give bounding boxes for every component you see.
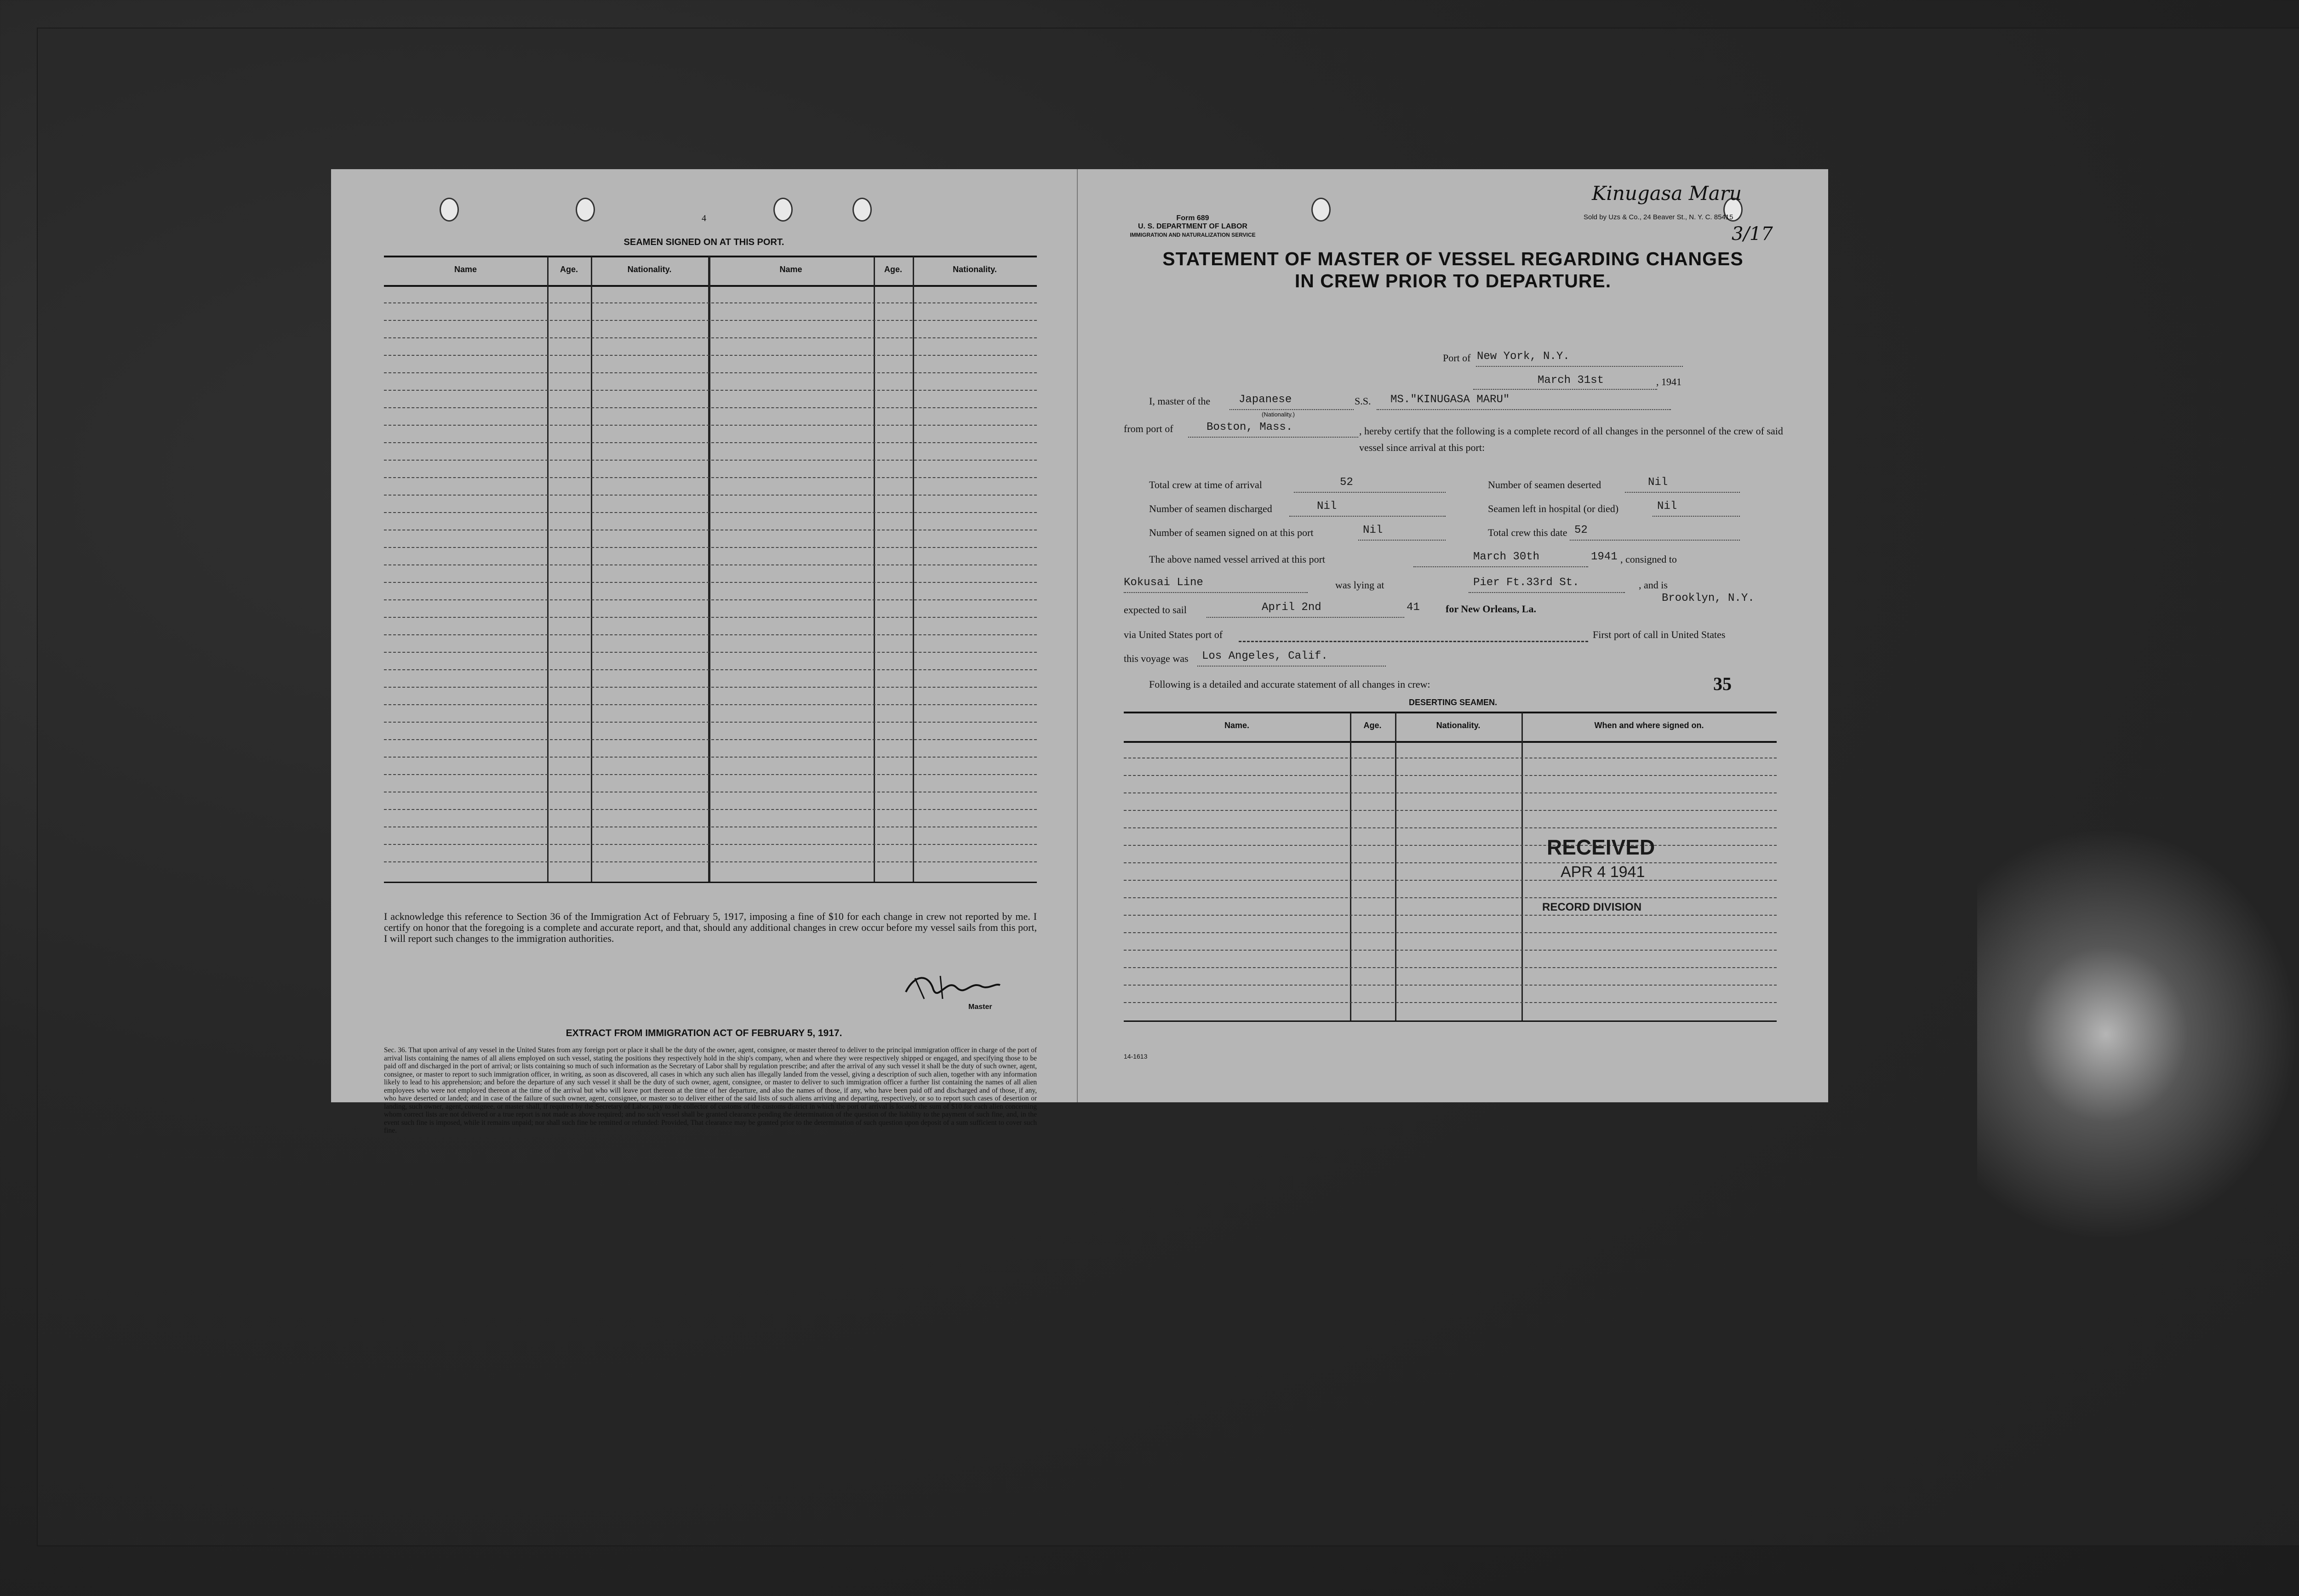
table-row	[1124, 810, 1777, 811]
col-nationality: Nationality.	[627, 265, 672, 274]
punch-hole	[1311, 198, 1331, 222]
table-row	[384, 442, 1037, 443]
table-row	[1124, 1002, 1777, 1003]
table-row	[384, 687, 1037, 688]
first-port-value: Los Angeles, Calif.	[1202, 650, 1328, 662]
table-row	[1124, 897, 1777, 898]
table-row	[1124, 985, 1777, 986]
col-name: Name	[454, 265, 477, 274]
form-title-line1: STATEMENT OF MASTER OF VESSEL REGARDING CHANGES	[1162, 248, 1744, 269]
table-row	[384, 407, 1037, 408]
table-row	[384, 425, 1037, 426]
table-row	[384, 704, 1037, 705]
table-row	[384, 582, 1037, 583]
table-row	[384, 477, 1037, 478]
table-row	[1124, 845, 1777, 846]
handwritten-mark: 3/17	[1732, 223, 1773, 245]
consignee: Kokusai Line	[1124, 576, 1203, 589]
table-row	[1124, 880, 1777, 881]
destination: for New Orleans, La.	[1446, 603, 1536, 615]
table-row	[384, 722, 1037, 723]
seller-imprint: Sold by Uzs & Co., 24 Beaver St., N. Y. C. 85415	[1584, 213, 1733, 221]
form-number: Form 689	[1176, 214, 1209, 222]
table-row	[384, 652, 1037, 653]
table-row	[384, 320, 1037, 321]
extract-title: EXTRACT FROM IMMIGRATION ACT OF FEBRUARY 5, 1917.	[566, 1028, 842, 1038]
master-label: I, master of the	[1149, 395, 1211, 407]
page-number: 4	[702, 213, 706, 223]
table-row	[384, 774, 1037, 775]
table-row	[384, 634, 1037, 635]
table-row	[384, 844, 1037, 845]
and-is-label: , and is	[1639, 579, 1668, 591]
right-page	[1077, 169, 1828, 1102]
discharged-label: Number of seamen discharged	[1149, 503, 1272, 514]
table-row	[1124, 932, 1777, 933]
table-row	[384, 564, 1037, 565]
table-row	[384, 617, 1037, 618]
nationality-value: Japanese	[1239, 393, 1292, 406]
year-suffix: , 1941	[1656, 376, 1681, 388]
section-title: SEAMEN SIGNED ON AT THIS PORT.	[623, 237, 784, 247]
form-header	[1096, 214, 1289, 239]
deserting-title: DESERTING SEAMEN.	[1408, 698, 1498, 707]
table-row	[384, 669, 1037, 670]
pier: Pier Ft.33rd St.	[1473, 576, 1579, 589]
signature-caption: Master	[968, 1003, 992, 1011]
discharged-value: Nil	[1317, 500, 1337, 513]
footer-code: 14-1613	[1124, 1053, 1148, 1060]
consigned-label: , consigned to	[1620, 553, 1677, 565]
table-row	[384, 460, 1037, 461]
expected-label: expected to sail	[1124, 604, 1187, 616]
sail-date: April 2nd	[1262, 601, 1321, 614]
total-date-label: Total crew this date	[1488, 527, 1567, 538]
table-row	[1124, 950, 1777, 951]
nationality-caption: (Nationality.)	[1262, 411, 1295, 418]
acknowledgement-text: I acknowledge this reference to Section 36 of the Immigration Act of February 5, 1917, imposing a fine of $10 for each change in crew not reported by me. I certify on honor that the foregoing is a complete and accurate report, and that, should any additional changes in crew occur before my vessel sails from this port, I will report such changes to the immigration authorities.	[384, 911, 1037, 944]
col-signed-on: When and where signed on.	[1594, 721, 1704, 730]
sail-year: 41	[1407, 601, 1420, 614]
handwritten-vessel-name: Kinugasa Maru	[1592, 182, 1742, 205]
following-label: Following is a detailed and accurate statement of all changes in crew:	[1149, 678, 1430, 690]
form-title-line2: IN CREW PRIOR TO DEPARTURE.	[1294, 270, 1612, 291]
col-nationality: Nationality.	[953, 265, 997, 274]
col-nationality: Nationality.	[1436, 721, 1481, 730]
service: IMMIGRATION AND NATURALIZATION SERVICE	[1130, 232, 1256, 238]
total-arrival-value: 52	[1340, 476, 1353, 489]
table-row	[384, 372, 1037, 373]
signed-on-value: Nil	[1363, 524, 1383, 536]
table-row	[384, 512, 1037, 513]
this-voyage-label: this voyage was	[1124, 653, 1189, 664]
table-row	[384, 547, 1037, 548]
deserted-label: Number of seamen deserted	[1488, 479, 1601, 490]
table-row	[1124, 862, 1777, 863]
from-port-value: Boston, Mass.	[1207, 421, 1293, 433]
table-row	[384, 599, 1037, 600]
col-name: Name.	[1224, 721, 1250, 730]
col-name: Name	[779, 265, 802, 274]
date-value: March 31st	[1538, 374, 1604, 387]
table-row	[384, 302, 1037, 303]
table-row	[384, 495, 1037, 496]
table-row	[384, 826, 1037, 827]
port-label: Port of	[1443, 352, 1471, 364]
col-age: Age.	[560, 265, 578, 274]
via-label: via United States port of	[1124, 629, 1223, 640]
hospital-value: Nil	[1657, 500, 1677, 513]
deserted-value: Nil	[1648, 476, 1668, 489]
vessel-prefix: S.S.	[1355, 395, 1371, 407]
vessel-name: MS."KINUGASA MARU"	[1390, 393, 1510, 406]
hospital-label: Seamen left in hospital (or died)	[1488, 503, 1619, 514]
table-row	[384, 739, 1037, 740]
first-port-label: First port of call in United States	[1593, 629, 1726, 640]
col-age: Age.	[1363, 721, 1382, 730]
table-row	[1124, 775, 1777, 776]
record-division: RECORD DIVISION	[1542, 901, 1642, 913]
table-row	[384, 337, 1037, 338]
table-row	[1124, 915, 1777, 916]
film-glare	[1977, 827, 2299, 1241]
arrival-date: March 30th	[1473, 551, 1540, 563]
page-count: 35	[1713, 673, 1732, 694]
table-row	[384, 390, 1037, 391]
table-row	[384, 355, 1037, 356]
lying-label: was lying at	[1335, 579, 1384, 591]
location: Brooklyn, N.Y.	[1662, 592, 1755, 604]
table-row	[1124, 967, 1777, 968]
col-age: Age.	[884, 265, 902, 274]
extract-text: Sec. 36. That upon arrival of any vessel in the United States from any foreign port or place it shall be the duty of the owner, agent, consignee, or master thereof to deliver to the principal immigration officer in charge of the port of arrival lists containing the names of all aliens employed on such vessel, stating the positions they respectively hold in the ship's company, when and where they were respectively shipped or engaged, and specifying those to be paid off and discharged in the port of arrival; or lists containing so much of such information as the Secretary of Labor shall by regulation prescribe; and after the arrival of any such vessel it shall be the duty of such owner, agent, consignee, or master to report to such immigration officer, in writing, as soon as discovered, all cases in which any such alien has illegally landed from the vessel, giving a description of such alien, together with any information likely to lead to his apprehension; and before the departure of any such vessel it shall be the duty of such owner, agent, consignee, or master to deliver to such immigration officer a further list containing the names of all alien employees who were not employed thereon at the time of the arrival but who will leave port thereon at the time of her departure, and also the names of those, if any, who have been paid off and discharged and of those, if any, who have deserted or landed; and in case of the failure of such owner, agent, consignee, or master so to deliver either of the said lists of such aliens arriving and departing, respectively, or so to report such cases of desertion or landing, such owner, agent, consignee, or master shall, if required by the Secretary of Labor, pay to the collector of customs of the customs district in which the port of arrival is located the sum of $10 for each alien concerning whom correct lists are not delivered or a true report is not made as above required; and no such vessel shall be granted clearance pending the determination of the question of the liability to the payment of such fine, and, in the event such fine is imposed, while it remains unpaid; nor shall such fine be remitted or refunded: Provided, That clearance may be granted prior to the determination of such question upon deposit of a sum sufficient to cover such fine.	[384, 1046, 1037, 1134]
received-date: APR 4 1941	[1561, 863, 1645, 881]
table-row	[1124, 827, 1777, 828]
from-port-label: from port of	[1124, 423, 1173, 434]
arrival-year: 1941	[1591, 551, 1618, 563]
signed-on-label: Number of seamen signed on at this port	[1149, 527, 1314, 538]
certify-text: , hereby certify that the following is a complete record of all changes in the personnel of the crew of said vessel since arrival at this port:	[1359, 425, 1783, 453]
total-date-value: 52	[1574, 524, 1588, 536]
table-row	[384, 757, 1037, 758]
total-arrival-label: Total crew at time of arrival	[1149, 479, 1262, 490]
arrival-label: The above named vessel arrived at this port	[1149, 553, 1326, 565]
department: U. S. DEPARTMENT OF LABOR	[1138, 222, 1247, 230]
left-page	[331, 169, 1077, 1134]
received-stamp: RECEIVED	[1547, 835, 1655, 859]
table-row	[1124, 792, 1777, 793]
table-row	[384, 809, 1037, 810]
port-value: New York, N.Y.	[1477, 350, 1570, 363]
table-row	[384, 861, 1037, 862]
